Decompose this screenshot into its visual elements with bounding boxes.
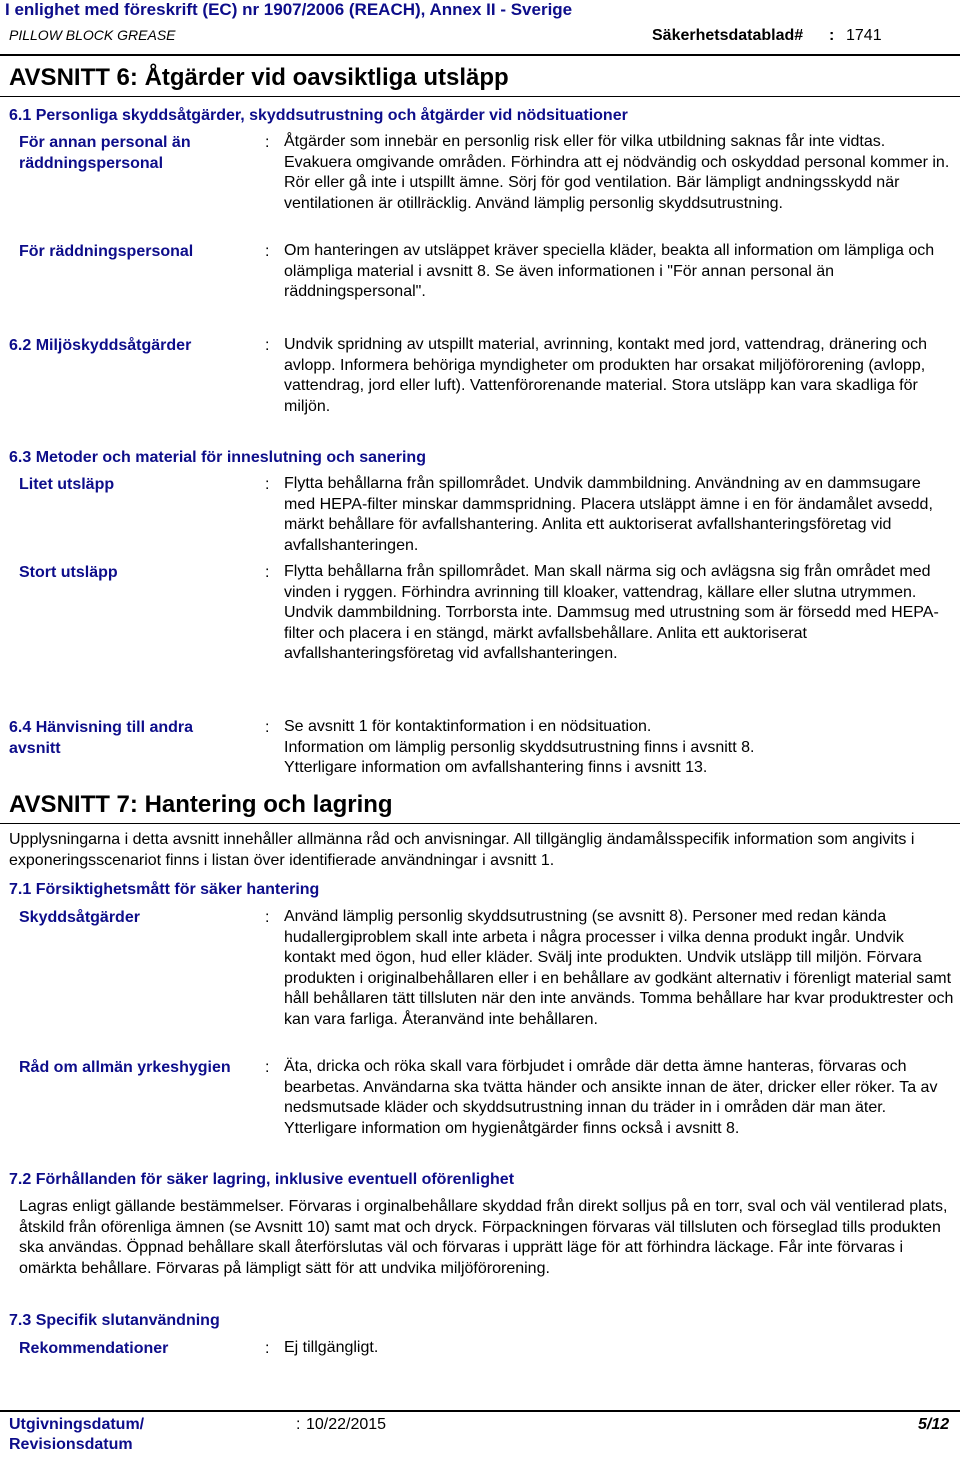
label-emergency-responders: För räddningspersonal [19,243,194,260]
label-recommendations: Rekommendationer [19,1340,169,1357]
colon: : [265,134,270,151]
value-small-spill: Flytta behållarna från spillområdet. Undvik dammbildning. Användning av en dammsugare med HEPA-filter minskar dammspridning. Placera utsläppt ämne i en för ändamålet avsedd, märkt behållare för avfallshantering. Anlita ett auktoriserat avfallshanteringsföretag vid avfallshanteringen. [284,475,933,554]
colon: : [265,243,270,260]
subsection-7-3-heading: 7.3 Specifik slutanvändning [9,1312,220,1329]
label-environmental-precautions: 6.2 Miljöskyddsåtgärder [9,337,192,354]
label-other-personnel: För annan personal än räddningspersonal [19,134,191,172]
subsection-6-1-heading: 6.1 Personliga skyddsåtgärder, skyddsutrustning och åtgärder vid nödsituationer [9,107,628,124]
regulation-header: I enlighet med föreskrift (EC) nr 1907/2006 (REACH), Annex II - Sverige [5,0,573,19]
label-references: 6.4 Hänvisning till andra avsnitt [9,719,194,757]
section-6-title: AVSNITT 6: Åtgärder vid oavsiktliga utsläpp [9,64,509,91]
section-7-title: AVSNITT 7: Hantering och lagring [9,791,393,818]
page-number: 5/12 [918,1416,950,1433]
label-occupational-hygiene: Råd om allmän yrkeshygien [19,1059,231,1076]
issue-date-value: 10/22/2015 [306,1416,387,1433]
reference-line: Se avsnitt 1 för kontaktinformation i en nödsituation. [284,718,652,735]
colon: : [265,1059,270,1076]
sds-number-label: Säkerhetsdatablad# [652,27,804,44]
section-7-rule [0,823,960,824]
issue-date-colon: : [296,1416,301,1433]
sds-number-colon: : [829,27,835,44]
subsection-7-2-heading: 7.2 Förhållanden för säker lagring, inklusive eventuell oförenlighet [9,1171,515,1188]
subsection-6-3-heading: 6.3 Metoder och material för inneslutning och sanering [9,449,426,466]
label-protective-measures: Skyddsåtgärder [19,909,140,926]
value-other-personnel: Åtgärder som innebär en personlig risk eller för vilka utbildning saknas får inte vidtas. Evakuera omgivande områden. Förhindra att ej nödvändig och oskyddad personal kommer in. Rör eller gå inte i utspillt ämne. Sörj för god ventilation. Bär lämpligt andningsskydd när ventilationen är otillräcklig. Använd lämplig personlig skyddsutrustning. [284,133,950,212]
colon: : [265,564,270,581]
colon: : [265,1340,270,1357]
section-6-rule [0,96,960,97]
storage-conditions-text: Lagras enligt gällande bestämmelser. Förvaras i orginalbehållare skyddad från direkt solljus på en torr, sval och väl ventilerad plats, åtskild från oförenliga ämnen (se Avsnitt 10) samt mat och dryck. Förpackningen förvaras väl tillsluten och förseglad tills produkten ska användas. Öppnad behållare skall återförslutas väl och förvaras i upprätt läge för att förhindra läckage. Får inte förvaras i omärkta behållare. Förvaras på lämpligt sätt för att undvika miljöförorening. [19,1198,948,1277]
value-emergency-responders: Om hanteringen av utsläppet kräver speciella kläder, beakta all information om lämpliga och olämpliga material i avsnitt 8. Se även informationen i "För annan personal än räddningspersonal". [284,242,935,301]
value-environmental-precautions: Undvik spridning av utspillt material, avrinning, kontakt med jord, vattendrag, dränering och avlopp. Informera behöriga myndigheter om produkten har orsakat miljöförorening (avlopp, vattendrag, jord eller luft). Vattenförorenande material. Stora utsläpp kan vara skadliga för miljön. [284,336,927,415]
colon: : [265,476,270,493]
issue-date-label: Utgivningsdatum/ Revisionsdatum [9,1416,145,1453]
header-rule [0,54,960,56]
colon: : [265,337,270,354]
label-large-spill: Stort utsläpp [19,564,118,581]
sds-number-value: 1741 [846,27,882,44]
reference-line: Information om lämplig personlig skyddsutrustning finns i avsnitt 8. [284,738,755,756]
label-small-spill: Litet utsläpp [19,476,115,493]
colon: : [265,909,270,926]
colon: : [265,719,270,736]
value-protective-measures: Använd lämplig personlig skyddsutrustning (se avsnitt 8). Personer med redan kända hudallergiproblem skall inte arbeta i några processer i vilka denna produkt ingår. Undvik kontakt med ögon, hud eller kläder. Svälj inte produkten. Undvik utsläpp till miljön. Förvara produkten i originalbehållaren eller i en behållare av godkänt alternativ i förenligt material samt håll behållaren tätt tillsluten när den inte används. Tomma behållare har kvar produktrester och kan vara farliga. Återanvänd inte behållaren. [284,908,954,1028]
value-recommendations: Ej tillgängligt. [284,1339,379,1356]
value-large-spill: Flytta behållarna från spillområdet. Man skall närma sig och avlägsna sig från området med vinden i ryggen. Förhindra avrinning till kloaker, vattendrag, källare eller slutna utrymmen. Undvik dammbildning. Torrborsta inte. Dammsug med utrustning som är försedd med HEPA-filter och placera i en stängd, märkt avfallsbehållare. Anlita ett auktoriserat avfallshanteringsföretag vid avfallshanteringen. [284,563,939,663]
product-name: PILLOW BLOCK GREASE [9,27,176,43]
value-references [284,717,954,779]
footer-rule [0,1410,960,1412]
section-7-intro: Upplysningarna i detta avsnitt innehåller allmänna råd och anvisningar. All tillgänglig ändamålsspecifik information som angivits i exponeringsscenariot finns i listan över identifierade användningar i avsnitt 1. [9,831,915,869]
value-occupational-hygiene: Äta, dricka och röka skall vara förbjudet i område där detta ämne hanteras, förvaras och bearbetas. Användarna ska tvätta händer och ansikte innan de äter, dricker eller röker. Ta av nedsmutsade kläder och skyddsutrustning innan du träder in i områden där man äter. Ytterligare information om hygienåtgärder finns också i avsnitt 8. [284,1058,938,1137]
subsection-7-1-heading: 7.1 Försiktighetsmått för säker hantering [9,881,320,898]
reference-line: Ytterligare information om avfallshantering finns i avsnitt 13. [284,759,708,777]
